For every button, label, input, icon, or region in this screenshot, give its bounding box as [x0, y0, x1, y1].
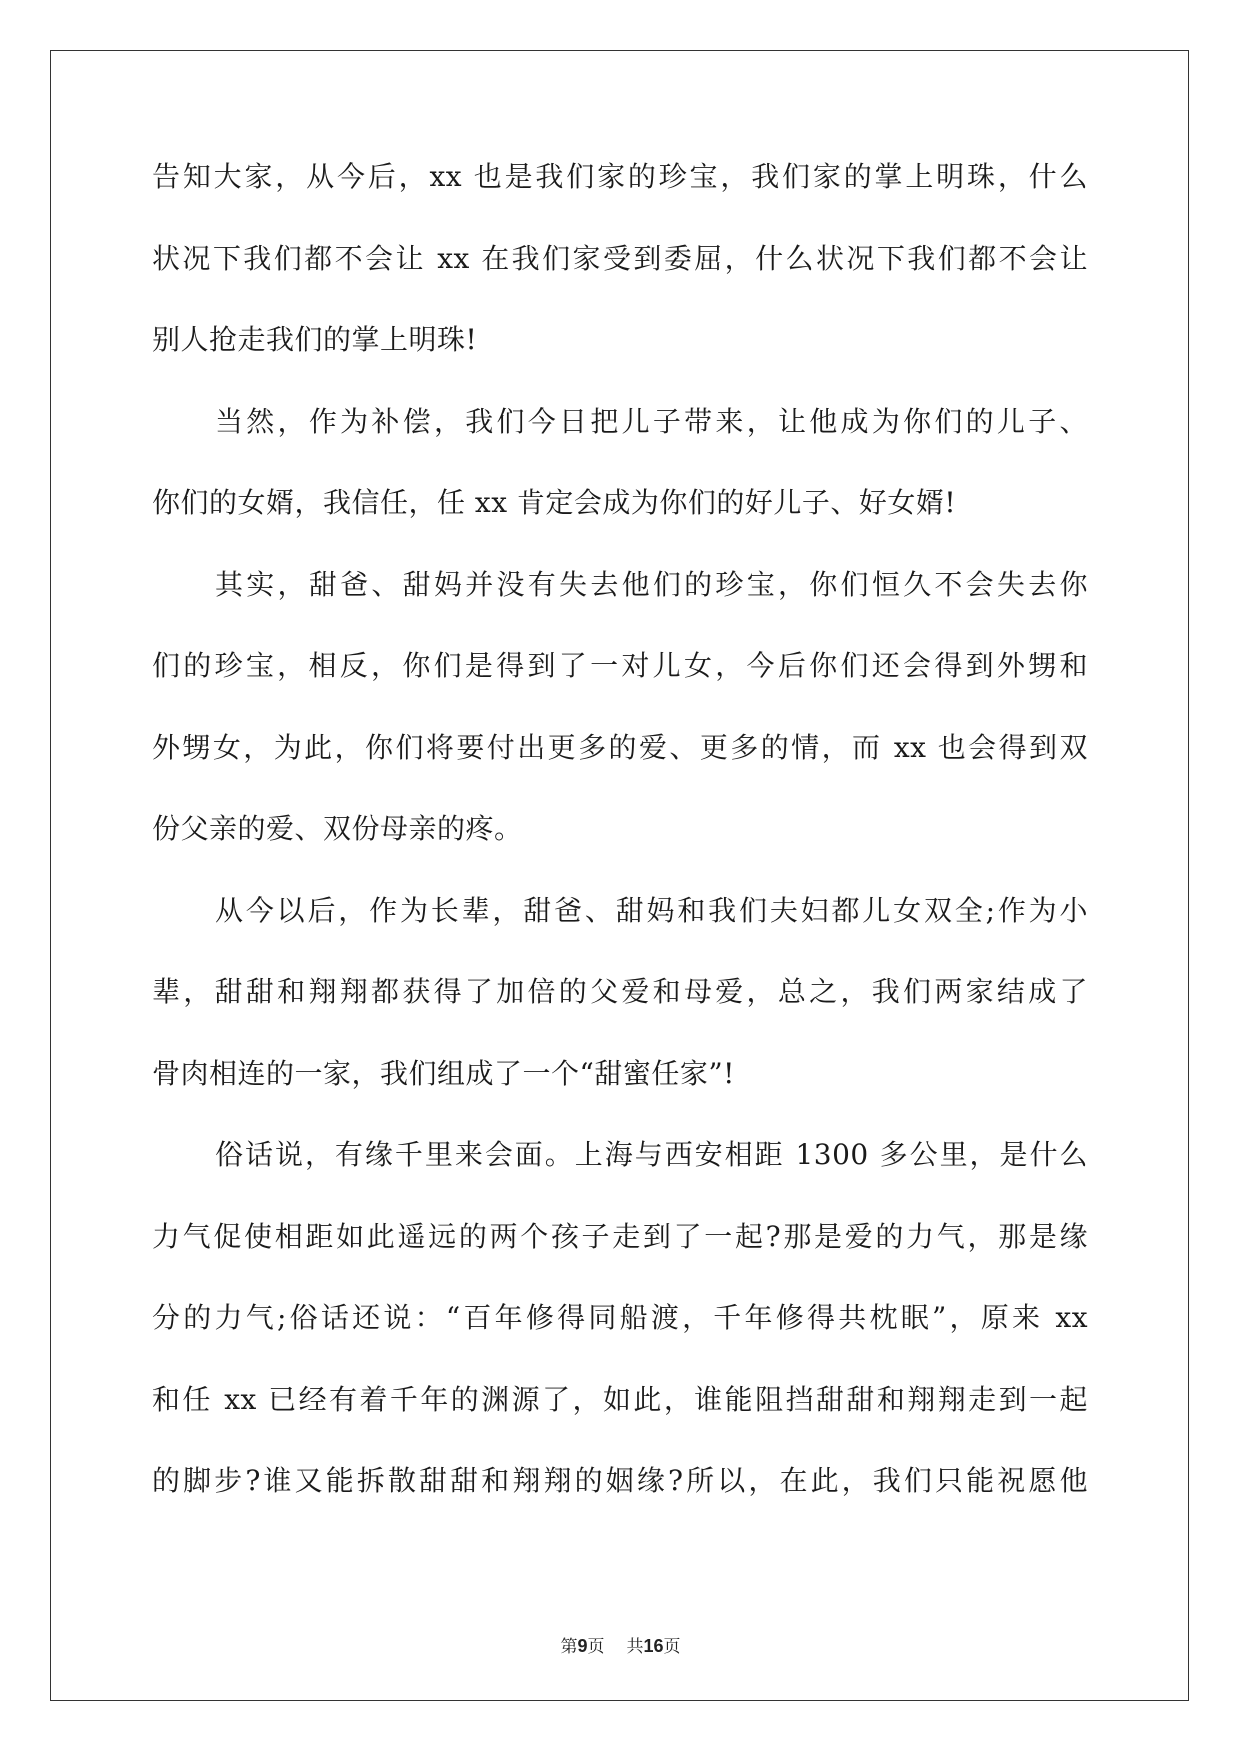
footer-total-prefix: 共 — [626, 1637, 644, 1657]
text-line: 其实，甜爸、甜妈并没有失去他们的珍宝，你们恒久不会失去你 — [215, 567, 1088, 601]
text-line: 从今以后，作为长辈，甜爸、甜妈和我们夫妇都儿女双全;作为小 — [215, 893, 1088, 927]
text-line: 份父亲的爱、双份母亲的疼。 — [152, 812, 523, 845]
footer-page-suffix: 页 — [587, 1637, 605, 1657]
footer-page-number: 9 — [577, 1636, 588, 1656]
footer-page-prefix: 第 — [560, 1637, 578, 1657]
text-line: 告知大家，从今后，xx 也是我们家的珍宝，我们家的掌上明珠，什么 — [152, 160, 1088, 193]
document-body — [152, 157, 1088, 1543]
page-footer — [0, 1632, 1241, 1657]
text-line: 的脚步?谁又能拆散甜甜和翔翔的姻缘?所以，在此，我们只能祝愿他 — [152, 1464, 1088, 1497]
text-line: 别人抢走我们的掌上明珠! — [152, 323, 478, 356]
text-line: 和任 xx 已经有着千年的渊源了，如此，谁能阻挡甜甜和翔翔走到一起 — [152, 1382, 1088, 1416]
text-line: 外甥女，为此，你们将要付出更多的爱、更多的情，而 xx 也会得到双 — [152, 730, 1088, 764]
text-line: 辈，甜甜和翔翔都获得了加倍的父爱和母爱，总之，我们两家结成了 — [152, 975, 1088, 1008]
text-line: 们的珍宝，相反，你们是得到了一对儿女，今后你们还会得到外甥和 — [152, 649, 1088, 682]
footer-total-pages: 16 — [643, 1636, 664, 1656]
text-line: 当然，作为补偿，我们今日把儿子带来，让他成为你们的儿子、 — [215, 404, 1088, 438]
text-line: 分的力气;俗话还说：“百年修得同船渡，千年修得共枕眠”，原来 xx — [152, 1301, 1088, 1334]
text-line: 俗话说，有缘千里来会面。上海与西安相距 1300 多公里，是什么 — [215, 1138, 1088, 1171]
text-line: 骨肉相连的一家，我们组成了一个“甜蜜任家”! — [152, 1056, 735, 1090]
text-line: 你们的女婿，我信任，任 xx 肯定会成为你们的好儿子、好女婿! — [152, 486, 957, 519]
text-line: 力气促使相距如此遥远的两个孩子走到了一起?那是爱的力气，那是缘 — [152, 1219, 1088, 1253]
footer-total-suffix: 页 — [663, 1637, 681, 1657]
text-line: 状况下我们都不会让 xx 在我们家受到委屈，什么状况下我们都不会让 — [152, 241, 1088, 275]
